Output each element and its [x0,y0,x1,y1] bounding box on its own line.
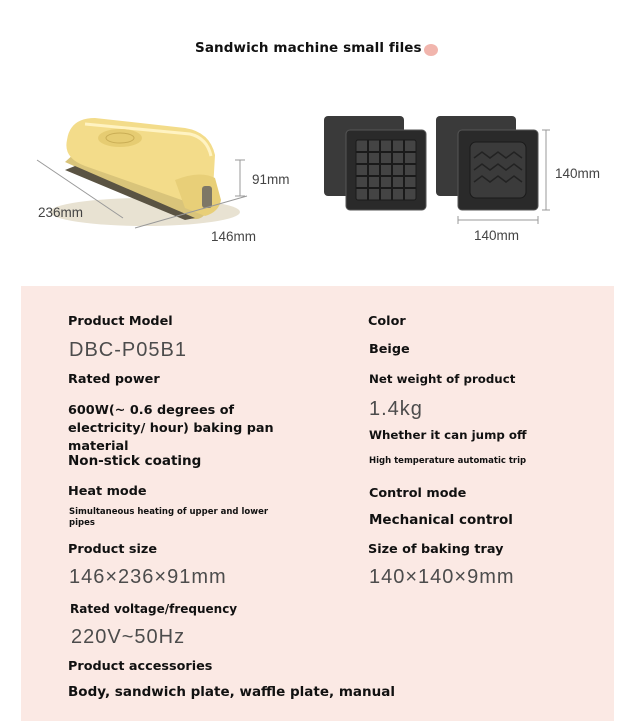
machine-width-label: 146mm [211,229,257,244]
tray-label: Size of baking tray [368,542,504,557]
size-label: Product size [68,542,158,557]
control-value: Mechanical control [369,512,513,528]
plate-width-label: 140mm [474,228,520,243]
page-title: Sandwich machine small files [195,40,422,56]
power-label: Rated power [68,372,160,387]
control-label: Control mode [369,486,467,501]
jump-value: High temperature automatic trip [369,456,527,466]
coating-value: Non-stick coating [68,453,202,469]
accessories-value: Body, sandwich plate, waffle plate, manual [68,684,395,700]
model-value: DBC-P05B1 [69,339,187,361]
plate-height-label: 140mm [555,166,601,181]
size-value: 146×236×91mm [69,566,227,588]
machine-depth-label: 236mm [38,205,84,220]
voltage-value: 220V~50Hz [71,626,186,648]
weight-label: Net weight of product [369,372,516,386]
model-label: Product Model [68,314,173,329]
voltage-label: Rated voltage/frequency [70,602,238,616]
weight-value: 1.4kg [369,398,423,420]
heat-value: Simultaneous heating of upper and lower pipes [69,507,269,528]
power-value: 600W(~ 0.6 degrees of electricity/ hour) baking pan material [68,403,274,454]
color-label: Color [368,314,406,329]
heat-label: Heat mode [68,484,147,499]
accessories-label: Product accessories [68,659,213,674]
color-value: Beige [369,342,410,357]
jump-label: Whether it can jump off [369,428,527,442]
tray-value: 140×140×9mm [369,566,515,588]
machine-height-label: 91mm [252,172,290,187]
baking-plates-image [318,108,558,248]
decorative-dot [424,44,438,56]
